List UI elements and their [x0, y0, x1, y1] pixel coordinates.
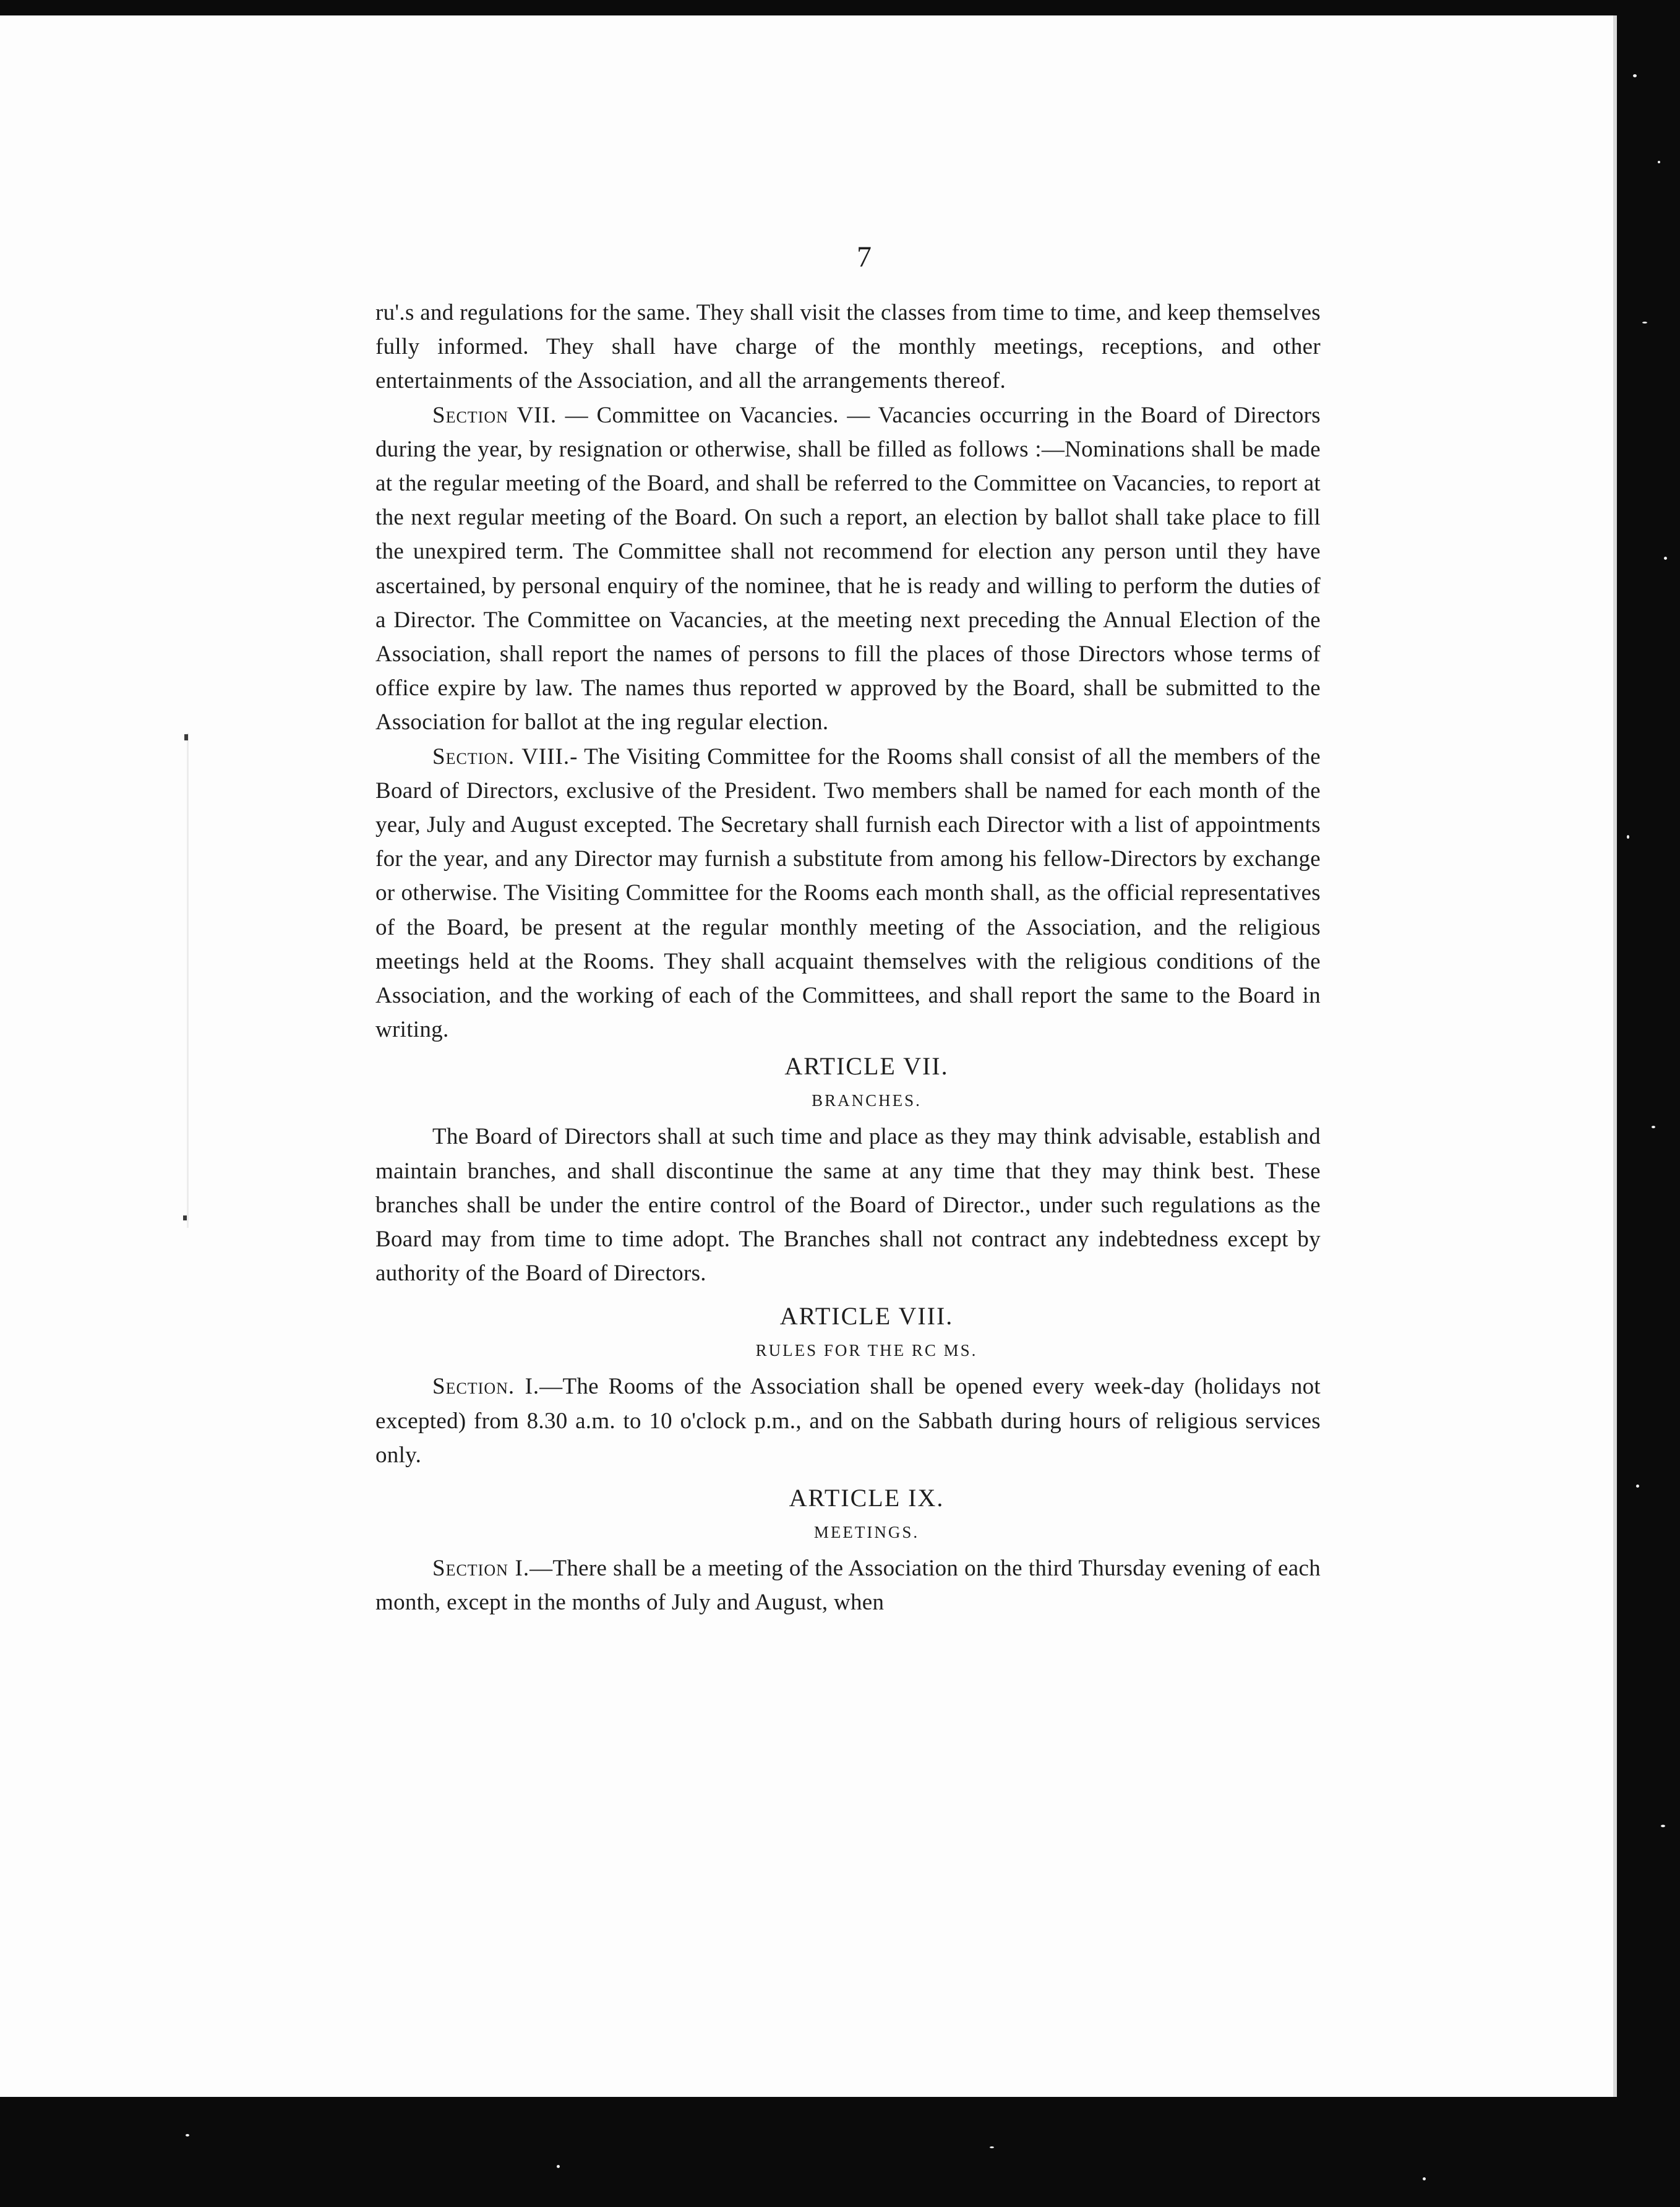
- scan-speck: [1642, 322, 1647, 324]
- section-body: - The Visiting Committee for the Rooms shall consist of all the members of the Board of Directors, exclusive of the President. Two members shall be named for each month of the year, July and August excepted. The Secretary shall furnish each Director with a list of appointments for the year, and any Director may furnish a substitute from among his fellow-Directors by exchange or otherwise. The Visiting Committee for the Rooms each month shall, as the official representatives of the Board, be present at the regular monthly meeting of the Association, and the religious meetings held at the Rooms. They shall acquaint themselves with the religious conditions of the Association, and the working of each of the Committees, and shall report the same to the Board in writing.: [375, 744, 1321, 1043]
- section-label: Section. I.: [432, 1374, 540, 1400]
- article-paragraph: [375, 1551, 1321, 1619]
- scan-speck: [1627, 835, 1629, 839]
- section-label: Section. VIII.: [432, 744, 570, 769]
- article-subtitle: BRANCHES.: [812, 1091, 922, 1110]
- continuation-paragraph: ru'.s and regulations for the same. They shall visit the classes from time to time, and keep themselves fully informed. They shall have charge of the monthly meetings, receptions, and other entertainments of the Association, and all the arrangements thereof.: [375, 300, 1321, 394]
- section-body: — Committee on Vacancies. — Vacancies occurring in the Board of Directors during the year, by resignation or otherwise, shall be filled as follows :—Nominations shall be made at the regular meeting of the Board, and shall be referred to the Committee on Vacancies, to report at the next regular meeting of the Board. On such a report, an election by ballot shall take place to fill the unexpired term. The Committee shall not recommend for election any person until they have ascertained, by personal enquiry of the nominee, that he is ready and willing to perform the duties of a Director. The Committee on Vacancies, at the meeting next preceding the Annual Election of the Association, shall report the names of persons to fill the places of those Directors whose terms of office expire by law. The names thus reported w approved by the Board, shall be submitted to the Association for ballot at the ing regular election.: [375, 402, 1321, 735]
- margin-mark: [184, 734, 188, 740]
- scan-speck: [186, 2134, 189, 2136]
- scan-speck: [990, 2146, 994, 2148]
- margin-fold-line: [187, 733, 189, 1228]
- scan-speck: [557, 2165, 560, 2168]
- scan-speck: [1658, 161, 1660, 163]
- article-title: ARTICLE VIII.: [779, 1302, 954, 1331]
- section-label: Section I.: [432, 1556, 530, 1582]
- section-label: Section VII.: [432, 402, 557, 428]
- margin-mark: [183, 1215, 187, 1220]
- article-paragraph: [375, 1369, 1321, 1472]
- scan-speck: [1636, 1485, 1639, 1488]
- section-body: —There shall be a meeting of the Association on the third Thursday evening of each month, except in the months of July and August, when: [375, 1556, 1321, 1616]
- section-viii-paragraph: [375, 740, 1321, 1047]
- scan-speck: [1423, 2177, 1426, 2180]
- article-subtitle: RULES FOR THE RC MS.: [755, 1341, 978, 1360]
- scan-speck: [1661, 1825, 1665, 1827]
- article-title: ARTICLE VII.: [784, 1052, 949, 1081]
- article-subtitle: MEETINGS.: [813, 1523, 920, 1542]
- scan-speck: [1633, 74, 1637, 77]
- section-body: —The Rooms of the Association shall be opened every week-day (holidays not excepted) from 8.30 a.m. to 10 o'clock p.m., and on the Sabbath during hours of religious services only.: [375, 1374, 1321, 1468]
- section-vii-paragraph: [375, 398, 1321, 740]
- body-text: [375, 296, 1321, 1620]
- page-number: 7: [857, 241, 872, 273]
- scan-speck: [1664, 557, 1667, 560]
- scan-speck: [1652, 1126, 1655, 1128]
- article-title: ARTICLE IX.: [789, 1484, 945, 1512]
- article-paragraph: The Board of Directors shall at such time and place as they may think advisable, establish and maintain branches, and shall discontinue the same at any time that they may think best. These branches shall be under the entire control of the Board of Director., under such regulations as the Board may from time to time adopt. The Branches shall not contract any indebtedness except by authority of the Board of Directors.: [375, 1124, 1321, 1287]
